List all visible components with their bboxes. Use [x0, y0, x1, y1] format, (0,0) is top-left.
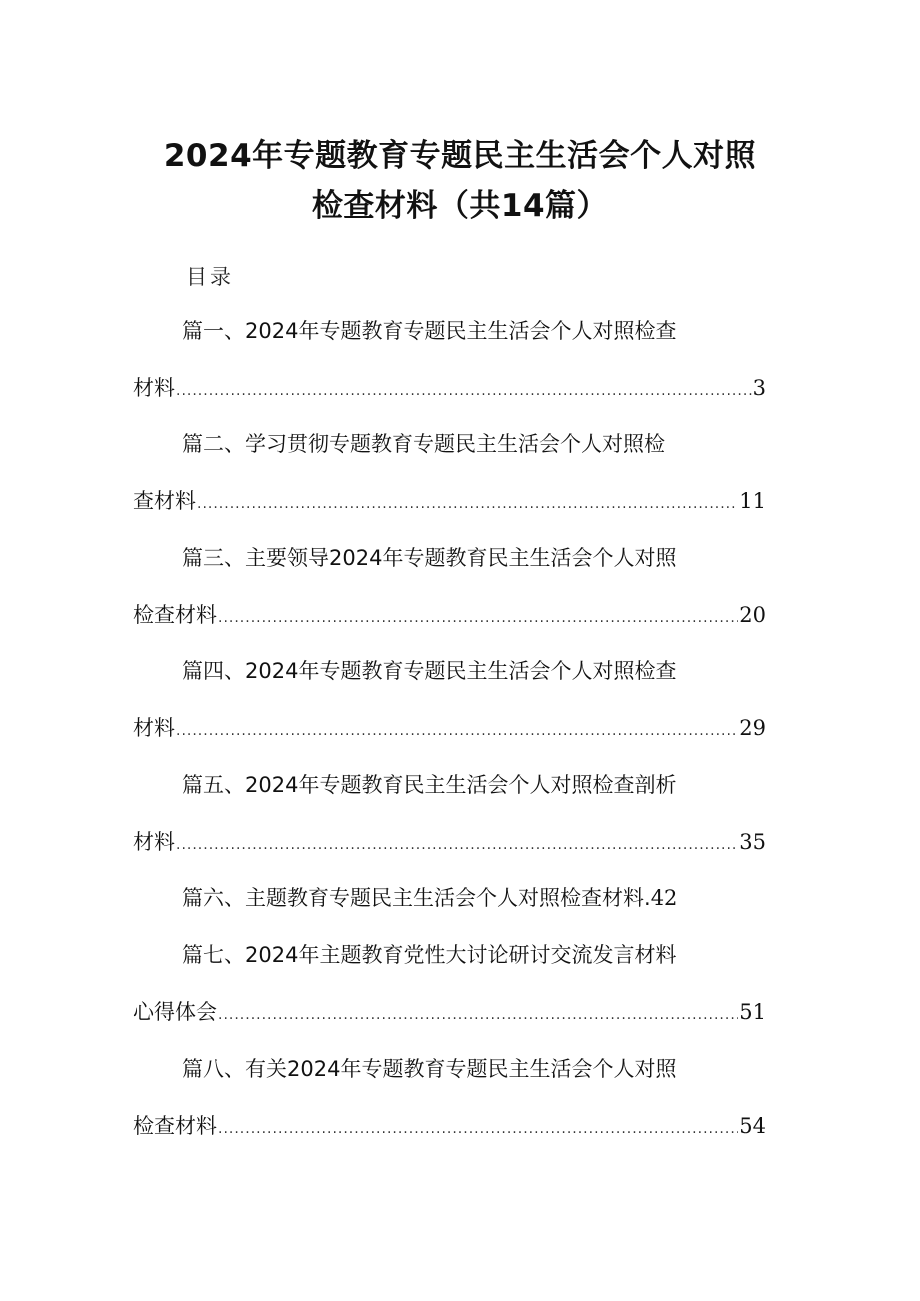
toc-entry-1-title-end: 材料: [133, 376, 175, 400]
toc-entry-1-page: 3: [752, 376, 766, 400]
toc-entry-2-page: 11: [739, 489, 766, 513]
document-title-line-1: 2024年专题教育专题民主生活会个人对照: [163, 138, 757, 174]
toc-entry-4-title-end: 材料: [133, 716, 175, 740]
toc-entry-7-page: 51: [739, 1000, 766, 1024]
toc-entry-8-title[interactable]: 篇八、有关2024年专题教育专题民主生活会个人对照: [182, 1057, 677, 1081]
toc-entry-2-title[interactable]: 篇二、学习贯彻专题教育专题民主生活会个人对照检: [182, 432, 665, 456]
toc-entry-3-title-end: 检查材料: [133, 603, 217, 627]
toc-entry-6-page: 42: [650, 886, 678, 910]
toc-entry-8-title-end: 检查材料: [133, 1114, 217, 1138]
toc-entry-6[interactable]: [182, 883, 677, 913]
toc-entry-2-continuation[interactable]: [133, 486, 766, 519]
toc-entry-4-page: 29: [739, 716, 766, 740]
toc-entry-7-title-end: 心得体会: [133, 1000, 217, 1024]
dot-leader: [218, 1000, 738, 1030]
toc-entry-7-title[interactable]: 篇七、2024年主题教育党性大讨论研讨交流发言材料: [182, 943, 677, 967]
dot-leader: [176, 376, 752, 406]
toc-entry-5-title-end: 材料: [133, 830, 175, 854]
toc-entry-8-continuation[interactable]: [133, 1111, 766, 1144]
toc-entry-3-page: 20: [739, 603, 766, 627]
dot-leader: [218, 1114, 738, 1144]
document-title-line-2: 检查材料（共14篇）: [311, 188, 609, 224]
toc-entry-1-title[interactable]: 篇一、2024年专题教育专题民主生活会个人对照检查: [182, 319, 677, 343]
dot-leader: [197, 489, 738, 519]
dot-leader: [176, 716, 738, 746]
toc-entry-5-title[interactable]: 篇五、2024年专题教育民主生活会个人对照检查剖析: [182, 773, 677, 797]
toc-entry-1-continuation[interactable]: [133, 373, 766, 406]
toc-entry-6-title: 篇六、主题教育专题民主生活会个人对照检查材料.: [182, 886, 651, 910]
toc-entry-4-title[interactable]: 篇四、2024年专题教育专题民主生活会个人对照检查: [182, 659, 677, 683]
dot-leader: [176, 830, 738, 860]
toc-heading: 目录: [186, 265, 234, 289]
toc-entry-5-continuation[interactable]: [133, 827, 766, 860]
toc-entry-4-continuation[interactable]: [133, 713, 766, 746]
toc-entry-2-title-end: 查材料: [133, 489, 196, 513]
toc-entry-7-continuation[interactable]: [133, 997, 766, 1030]
toc-entry-8-page: 54: [739, 1114, 766, 1138]
toc-entry-5-page: 35: [739, 830, 766, 854]
toc-entry-3-title[interactable]: 篇三、主要领导2024年专题教育民主生活会个人对照: [182, 546, 677, 570]
toc-entry-3-continuation[interactable]: [133, 600, 766, 633]
dot-leader: [218, 603, 738, 633]
